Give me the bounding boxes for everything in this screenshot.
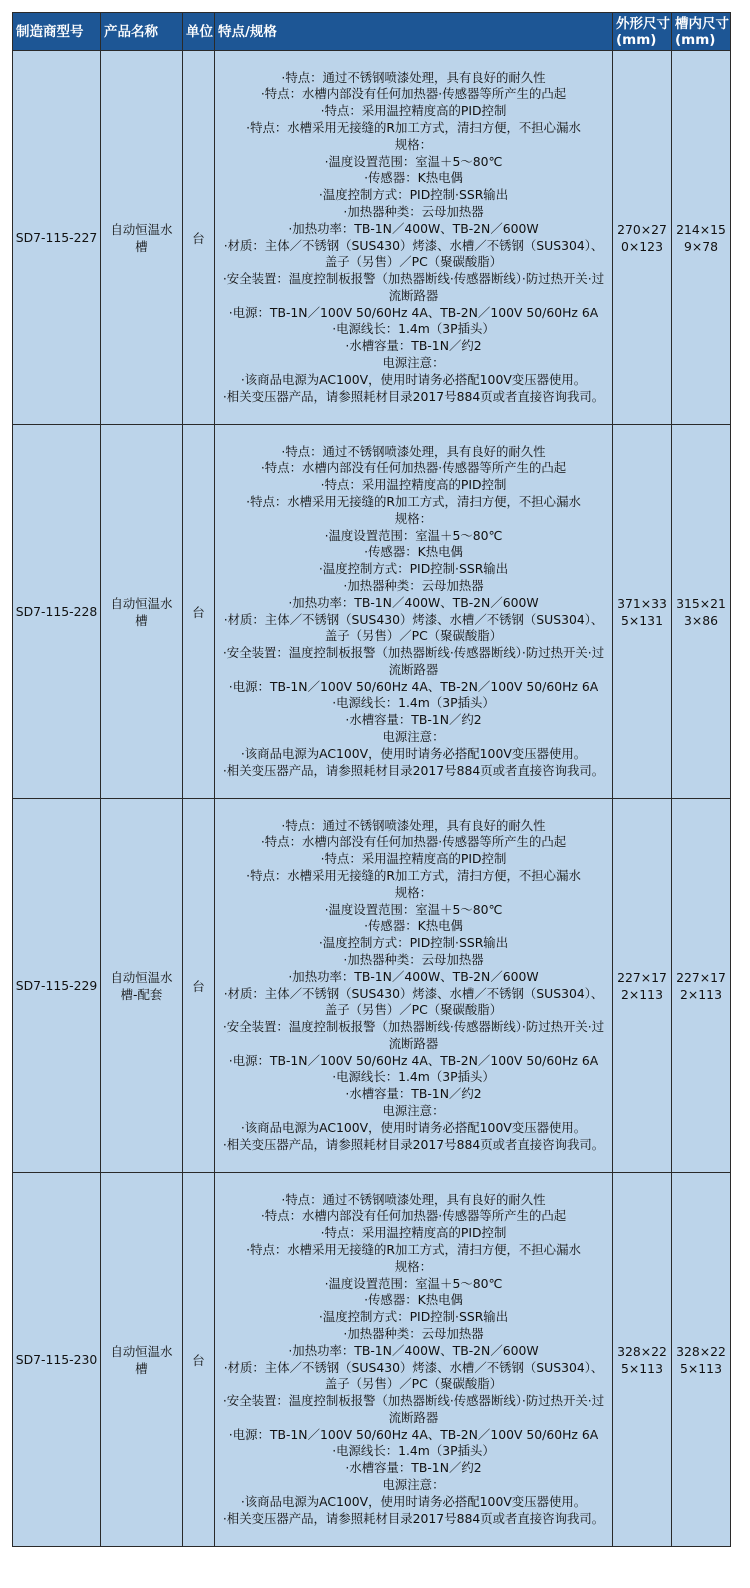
spec-line: ·电源：TB-1N／100V 50/60Hz 4A、TB-2N／100V 50/60Hz 6A [228,304,599,320]
product-name-cell: 自动恒温水槽 [101,51,183,425]
spec-line: ·传感器：K热电偶 [364,1292,463,1308]
specs-cell [215,799,613,1173]
spec-line: ·特点：采用温控精度高的PID控制 [320,103,507,119]
spec-line: 规格： [394,136,433,152]
spec-line: ·水槽容量：TB-1N／约2 [345,1086,482,1102]
spec-line: ·电源线长：1.4m（3P插头） [332,695,495,711]
model-cell: SD7-115-227 [13,51,101,425]
spec-line: ·加热器种类：云母加热器 [343,1325,484,1341]
spec-line: ·电源：TB-1N／100V 50/60Hz 4A、TB-2N／100V 50/60Hz 6A [228,1426,599,1442]
spec-line: ·温度设置范围：室温＋5～80℃ [324,901,503,917]
spec-line: ·电源：TB-1N／100V 50/60Hz 4A、TB-2N／100V 50/60Hz 6A [228,678,599,694]
spec-line: ·安全装置：温度控制板报警（加热器断线·传感器断线）·防过热开关·过流断路器 [222,1019,605,1051]
spec-line: ·材质：主体／不锈钢（SUS430）烤漆、水槽／不锈钢（SUS304）、盖子（另售）／PC（聚碳酸脂） [223,237,604,270]
spec-line: ·温度控制方式：PID控制·SSR输出 [318,935,509,951]
inner-size-cell: 328×225×113 [672,1173,731,1547]
inner-size-cell: 227×172×113 [672,799,731,1173]
spec-line: ·该商品电源为AC100V，使用时请务必搭配100V变压器使用。 [240,745,587,761]
table-row [13,1173,731,1547]
spec-line: ·加热功率：TB-1N／400W、TB-2N／600W [288,594,539,610]
spec-line: ·相关变压器产品，请参照耗材目录2017号884页或者直接咨询我司。 [222,1136,605,1152]
table-row [13,425,731,799]
unit-cell: 台 [183,1173,215,1547]
spec-line: ·加热功率：TB-1N／400W、TB-2N／600W [288,220,539,236]
spec-line: ·材质：主体／不锈钢（SUS430）烤漆、水槽／不锈钢（SUS304）、盖子（另售）／PC（聚碳酸脂） [223,1359,604,1392]
spec-line: 规格： [394,510,433,526]
model-cell: SD7-115-229 [13,799,101,1173]
spec-line: ·特点：通过不锈钢喷漆处理，具有良好的耐久性 [281,1191,546,1207]
spec-line: ·电源线长：1.4m（3P插头） [332,1069,495,1085]
header-specs: 特点/规格 [215,13,613,51]
product-name-cell: 自动恒温水槽 [101,1173,183,1547]
spec-line: ·特点：水槽内部没有任何加热器·传感器等所产生的凸起 [260,834,567,850]
spec-line: ·安全装置：温度控制板报警（加热器断线·传感器断线）·防过热开关·过流断路器 [222,645,605,677]
specs-cell [215,51,613,425]
model-cell: SD7-115-228 [13,425,101,799]
spec-line: 规格： [394,1258,433,1274]
table-row [13,51,731,425]
spec-line: ·加热器种类：云母加热器 [343,577,484,593]
spec-line: 电源注意： [382,355,445,371]
product-table-container [12,12,730,1547]
spec-line: ·电源线长：1.4m（3P插头） [332,1443,495,1459]
spec-line: ·特点：采用温控精度高的PID控制 [320,477,507,493]
spec-line: ·特点：采用温控精度高的PID控制 [320,1225,507,1241]
spec-line: ·该商品电源为AC100V，使用时请务必搭配100V变压器使用。 [240,1493,587,1509]
spec-line: ·传感器：K热电偶 [364,544,463,560]
spec-line: ·安全装置：温度控制板报警（加热器断线·传感器断线）·防过热开关·过流断路器 [222,271,605,303]
unit-cell: 台 [183,425,215,799]
spec-line: ·温度设置范围：室温＋5～80℃ [324,1275,503,1291]
spec-line: ·温度控制方式：PID控制·SSR输出 [318,561,509,577]
spec-line: ·传感器：K热电偶 [364,170,463,186]
spec-line: ·该商品电源为AC100V，使用时请务必搭配100V变压器使用。 [240,1119,587,1135]
product-table [12,12,731,1547]
spec-line: ·特点：采用温控精度高的PID控制 [320,851,507,867]
spec-line: ·水槽容量：TB-1N／约2 [345,1460,482,1476]
spec-line: ·传感器：K热电偶 [364,918,463,934]
header-unit: 单位 [183,13,215,51]
spec-line: ·特点：水槽采用无接缝的R加工方式，清扫方便，不担心漏水 [246,1241,581,1257]
spec-line: ·特点：水槽采用无接缝的R加工方式，清扫方便，不担心漏水 [246,119,581,135]
product-name-cell: 自动恒温水槽-配套 [101,799,183,1173]
spec-line: ·加热功率：TB-1N／400W、TB-2N／600W [288,968,539,984]
outer-size-cell: 270×270×123 [613,51,672,425]
spec-line: ·加热器种类：云母加热器 [343,203,484,219]
header-model: 制造商型号 [13,13,101,51]
header-outer-size: 外形尺寸(mm) [613,13,672,51]
spec-line: ·特点：水槽内部没有任何加热器·传感器等所产生的凸起 [260,86,567,102]
spec-line: 规格： [394,884,433,900]
spec-line: ·特点：通过不锈钢喷漆处理，具有良好的耐久性 [281,69,546,85]
spec-line: ·电源线长：1.4m（3P插头） [332,321,495,337]
spec-line: ·安全装置：温度控制板报警（加热器断线·传感器断线）·防过热开关·过流断路器 [222,1393,605,1425]
specs-cell [215,425,613,799]
spec-line: ·特点：水槽采用无接缝的R加工方式，清扫方便，不担心漏水 [246,493,581,509]
spec-line: ·温度设置范围：室温＋5～80℃ [324,527,503,543]
table-header-row [13,13,731,51]
outer-size-cell: 371×335×131 [613,425,672,799]
product-name-cell: 自动恒温水槽 [101,425,183,799]
spec-line: ·电源：TB-1N／100V 50/60Hz 4A、TB-2N／100V 50/60Hz 6A [228,1052,599,1068]
outer-size-cell: 227×172×113 [613,799,672,1173]
outer-size-cell: 328×225×113 [613,1173,672,1547]
spec-line: ·温度控制方式：PID控制·SSR输出 [318,187,509,203]
spec-line: 电源注意： [382,729,445,745]
inner-size-cell: 315×213×86 [672,425,731,799]
spec-line: ·相关变压器产品，请参照耗材目录2017号884页或者直接咨询我司。 [222,388,605,404]
spec-line: 电源注意： [382,1477,445,1493]
inner-size-cell: 214×159×78 [672,51,731,425]
spec-line: ·特点：水槽采用无接缝的R加工方式，清扫方便，不担心漏水 [246,867,581,883]
table-row [13,799,731,1173]
spec-line: ·水槽容量：TB-1N／约2 [345,338,482,354]
spec-line: ·特点：通过不锈钢喷漆处理，具有良好的耐久性 [281,817,546,833]
unit-cell: 台 [183,51,215,425]
spec-line: ·加热器种类：云母加热器 [343,951,484,967]
spec-line: ·该商品电源为AC100V，使用时请务必搭配100V变压器使用。 [240,371,587,387]
spec-line: 电源注意： [382,1103,445,1119]
unit-cell: 台 [183,799,215,1173]
spec-line: ·相关变压器产品，请参照耗材目录2017号884页或者直接咨询我司。 [222,762,605,778]
spec-line: ·特点：通过不锈钢喷漆处理，具有良好的耐久性 [281,443,546,459]
header-inner-size: 槽内尺寸(mm) [672,13,731,51]
table-body [13,51,731,1547]
specs-cell [215,1173,613,1547]
spec-line: ·水槽容量：TB-1N／约2 [345,712,482,728]
spec-line: ·特点：水槽内部没有任何加热器·传感器等所产生的凸起 [260,460,567,476]
spec-line: ·温度控制方式：PID控制·SSR输出 [318,1309,509,1325]
spec-line: ·相关变压器产品，请参照耗材目录2017号884页或者直接咨询我司。 [222,1510,605,1526]
header-name: 产品名称 [101,13,183,51]
spec-line: ·材质：主体／不锈钢（SUS430）烤漆、水槽／不锈钢（SUS304）、盖子（另售）／PC（聚碳酸脂） [223,985,604,1018]
spec-line: ·材质：主体／不锈钢（SUS430）烤漆、水槽／不锈钢（SUS304）、盖子（另售）／PC（聚碳酸脂） [223,611,604,644]
spec-line: ·温度设置范围：室温＋5～80℃ [324,153,503,169]
spec-line: ·特点：水槽内部没有任何加热器·传感器等所产生的凸起 [260,1208,567,1224]
model-cell: SD7-115-230 [13,1173,101,1547]
spec-line: ·加热功率：TB-1N／400W、TB-2N／600W [288,1342,539,1358]
